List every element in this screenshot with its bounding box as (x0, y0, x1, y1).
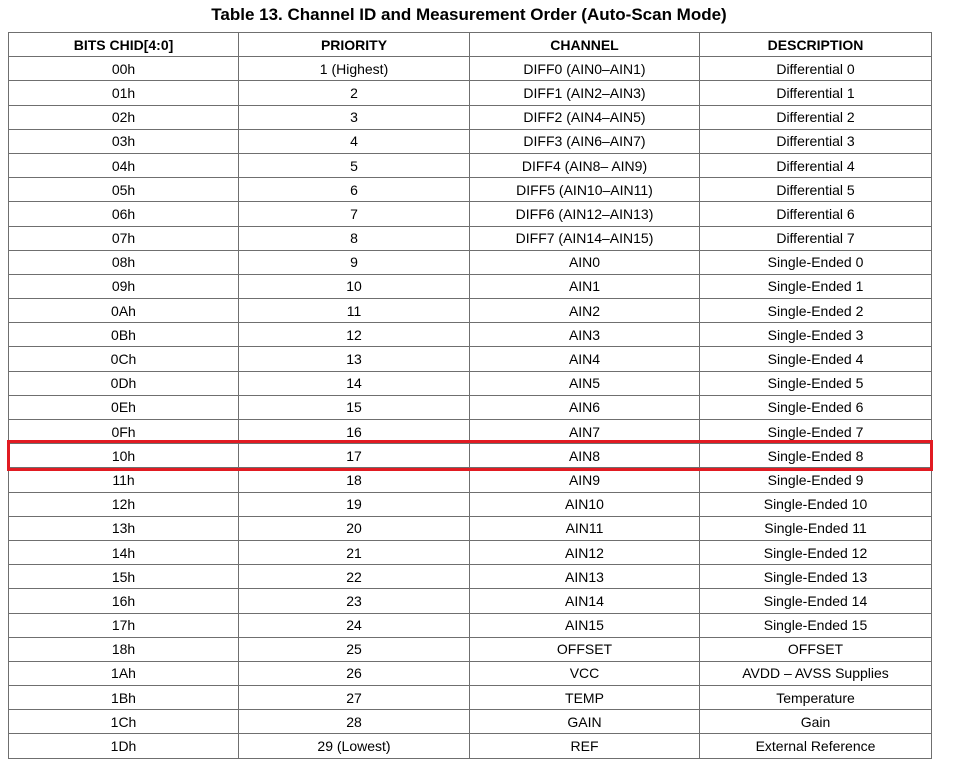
cell-channel: AIN4 (470, 347, 700, 371)
cell-bits-chid: 14h (9, 540, 239, 564)
cell-description: Differential 0 (700, 57, 932, 81)
cell-description: Single-Ended 9 (700, 468, 932, 492)
cell-bits-chid: 1Ah (9, 661, 239, 685)
cell-priority: 26 (239, 661, 470, 685)
cell-priority: 13 (239, 347, 470, 371)
cell-priority: 16 (239, 420, 470, 444)
cell-description: Single-Ended 3 (700, 323, 932, 347)
cell-description: Single-Ended 4 (700, 347, 932, 371)
cell-priority: 11 (239, 299, 470, 323)
cell-priority: 20 (239, 516, 470, 540)
cell-description: Single-Ended 8 (700, 444, 932, 468)
cell-channel: DIFF3 (AIN6–AIN7) (470, 129, 700, 153)
cell-description: AVDD – AVSS Supplies (700, 661, 932, 685)
cell-bits-chid: 1Ch (9, 710, 239, 734)
cell-priority: 25 (239, 637, 470, 661)
table-row (9, 250, 932, 274)
cell-description: Gain (700, 710, 932, 734)
table-row (9, 57, 932, 81)
cell-description: Single-Ended 15 (700, 613, 932, 637)
cell-description: Single-Ended 2 (700, 299, 932, 323)
cell-bits-chid: 12h (9, 492, 239, 516)
cell-bits-chid: 0Ch (9, 347, 239, 371)
table-row (9, 637, 932, 661)
table-row (9, 734, 932, 758)
cell-channel: DIFF0 (AIN0–AIN1) (470, 57, 700, 81)
cell-channel: DIFF5 (AIN10–AIN11) (470, 178, 700, 202)
cell-channel: DIFF2 (AIN4–AIN5) (470, 105, 700, 129)
cell-channel: AIN6 (470, 395, 700, 419)
cell-priority: 23 (239, 589, 470, 613)
cell-channel: AIN10 (470, 492, 700, 516)
table-row (9, 81, 932, 105)
cell-priority: 29 (Lowest) (239, 734, 470, 758)
cell-channel: AIN14 (470, 589, 700, 613)
cell-description: Differential 2 (700, 105, 932, 129)
cell-priority: 4 (239, 129, 470, 153)
cell-description: External Reference (700, 734, 932, 758)
cell-bits-chid: 0Fh (9, 420, 239, 444)
table-title: Table 13. Channel ID and Measurement Order (Auto-Scan Mode) (211, 5, 727, 24)
cell-channel: AIN15 (470, 613, 700, 637)
cell-priority: 10 (239, 274, 470, 298)
cell-priority: 28 (239, 710, 470, 734)
cell-priority: 18 (239, 468, 470, 492)
table-row (9, 178, 932, 202)
cell-bits-chid: 02h (9, 105, 239, 129)
cell-description: Single-Ended 0 (700, 250, 932, 274)
cell-description: Differential 6 (700, 202, 932, 226)
table-row (9, 274, 932, 298)
column-header-bits-chid: BITS CHID[4:0] (9, 33, 239, 57)
cell-description: Single-Ended 5 (700, 371, 932, 395)
cell-priority: 14 (239, 371, 470, 395)
cell-description: Differential 7 (700, 226, 932, 250)
cell-bits-chid: 11h (9, 468, 239, 492)
cell-description: Single-Ended 14 (700, 589, 932, 613)
cell-priority: 27 (239, 686, 470, 710)
cell-bits-chid: 18h (9, 637, 239, 661)
cell-priority: 19 (239, 492, 470, 516)
cell-channel: REF (470, 734, 700, 758)
table-row (9, 589, 932, 613)
cell-priority: 15 (239, 395, 470, 419)
cell-description: OFFSET (700, 637, 932, 661)
table-row (9, 323, 932, 347)
cell-description: Single-Ended 11 (700, 516, 932, 540)
table-row (9, 347, 932, 371)
cell-channel: DIFF6 (AIN12–AIN13) (470, 202, 700, 226)
cell-bits-chid: 03h (9, 129, 239, 153)
table-row (9, 492, 932, 516)
cell-bits-chid: 01h (9, 81, 239, 105)
cell-bits-chid: 17h (9, 613, 239, 637)
cell-channel: AIN12 (470, 540, 700, 564)
table-row (9, 468, 932, 492)
cell-channel: OFFSET (470, 637, 700, 661)
cell-channel: AIN11 (470, 516, 700, 540)
cell-description: Differential 1 (700, 81, 932, 105)
table-header-row (9, 33, 932, 57)
cell-description: Differential 5 (700, 178, 932, 202)
table-row (9, 540, 932, 564)
cell-priority: 21 (239, 540, 470, 564)
table-row (9, 661, 932, 685)
cell-channel: VCC (470, 661, 700, 685)
cell-priority: 2 (239, 81, 470, 105)
cell-channel: AIN5 (470, 371, 700, 395)
table-row (9, 420, 932, 444)
table-row (9, 202, 932, 226)
cell-description: Single-Ended 6 (700, 395, 932, 419)
cell-priority: 9 (239, 250, 470, 274)
table-row (9, 299, 932, 323)
cell-priority: 6 (239, 178, 470, 202)
channel-id-table (8, 32, 932, 759)
cell-bits-chid: 10h (9, 444, 239, 468)
cell-bits-chid: 00h (9, 57, 239, 81)
cell-bits-chid: 0Ah (9, 299, 239, 323)
cell-description: Single-Ended 1 (700, 274, 932, 298)
cell-priority: 5 (239, 153, 470, 177)
cell-bits-chid: 0Bh (9, 323, 239, 347)
cell-bits-chid: 1Dh (9, 734, 239, 758)
column-header-description: DESCRIPTION (700, 33, 932, 57)
cell-description: Temperature (700, 686, 932, 710)
table-body (9, 57, 932, 758)
cell-description: Single-Ended 13 (700, 565, 932, 589)
cell-channel: AIN9 (470, 468, 700, 492)
cell-channel: AIN1 (470, 274, 700, 298)
cell-priority: 3 (239, 105, 470, 129)
cell-description: Differential 4 (700, 153, 932, 177)
cell-description: Single-Ended 10 (700, 492, 932, 516)
cell-priority: 12 (239, 323, 470, 347)
table-row (9, 613, 932, 637)
cell-priority: 17 (239, 444, 470, 468)
column-header-priority: PRIORITY (239, 33, 470, 57)
table-row (9, 105, 932, 129)
cell-channel: AIN0 (470, 250, 700, 274)
table-row (9, 129, 932, 153)
cell-bits-chid: 16h (9, 589, 239, 613)
cell-priority: 22 (239, 565, 470, 589)
cell-channel: DIFF4 (AIN8– AIN9) (470, 153, 700, 177)
cell-bits-chid: 1Bh (9, 686, 239, 710)
cell-description: Single-Ended 12 (700, 540, 932, 564)
cell-priority: 24 (239, 613, 470, 637)
table-row (9, 710, 932, 734)
table-row (9, 371, 932, 395)
table-row (9, 153, 932, 177)
cell-channel: DIFF7 (AIN14–AIN15) (470, 226, 700, 250)
cell-description: Differential 3 (700, 129, 932, 153)
cell-bits-chid: 0Dh (9, 371, 239, 395)
cell-bits-chid: 0Eh (9, 395, 239, 419)
cell-bits-chid: 07h (9, 226, 239, 250)
cell-bits-chid: 04h (9, 153, 239, 177)
table-row (9, 686, 932, 710)
cell-description: Single-Ended 7 (700, 420, 932, 444)
cell-channel: GAIN (470, 710, 700, 734)
cell-bits-chid: 13h (9, 516, 239, 540)
column-header-channel: CHANNEL (470, 33, 700, 57)
cell-bits-chid: 06h (9, 202, 239, 226)
table-row (9, 565, 932, 589)
table-row (9, 516, 932, 540)
table-row (9, 444, 932, 468)
cell-bits-chid: 08h (9, 250, 239, 274)
cell-channel: AIN3 (470, 323, 700, 347)
cell-priority: 1 (Highest) (239, 57, 470, 81)
cell-channel: AIN2 (470, 299, 700, 323)
cell-priority: 7 (239, 202, 470, 226)
table-row (9, 226, 932, 250)
cell-channel: AIN13 (470, 565, 700, 589)
cell-channel: TEMP (470, 686, 700, 710)
cell-channel: DIFF1 (AIN2–AIN3) (470, 81, 700, 105)
cell-bits-chid: 09h (9, 274, 239, 298)
cell-bits-chid: 15h (9, 565, 239, 589)
cell-priority: 8 (239, 226, 470, 250)
cell-bits-chid: 05h (9, 178, 239, 202)
cell-channel: AIN7 (470, 420, 700, 444)
table-row (9, 395, 932, 419)
cell-channel: AIN8 (470, 444, 700, 468)
